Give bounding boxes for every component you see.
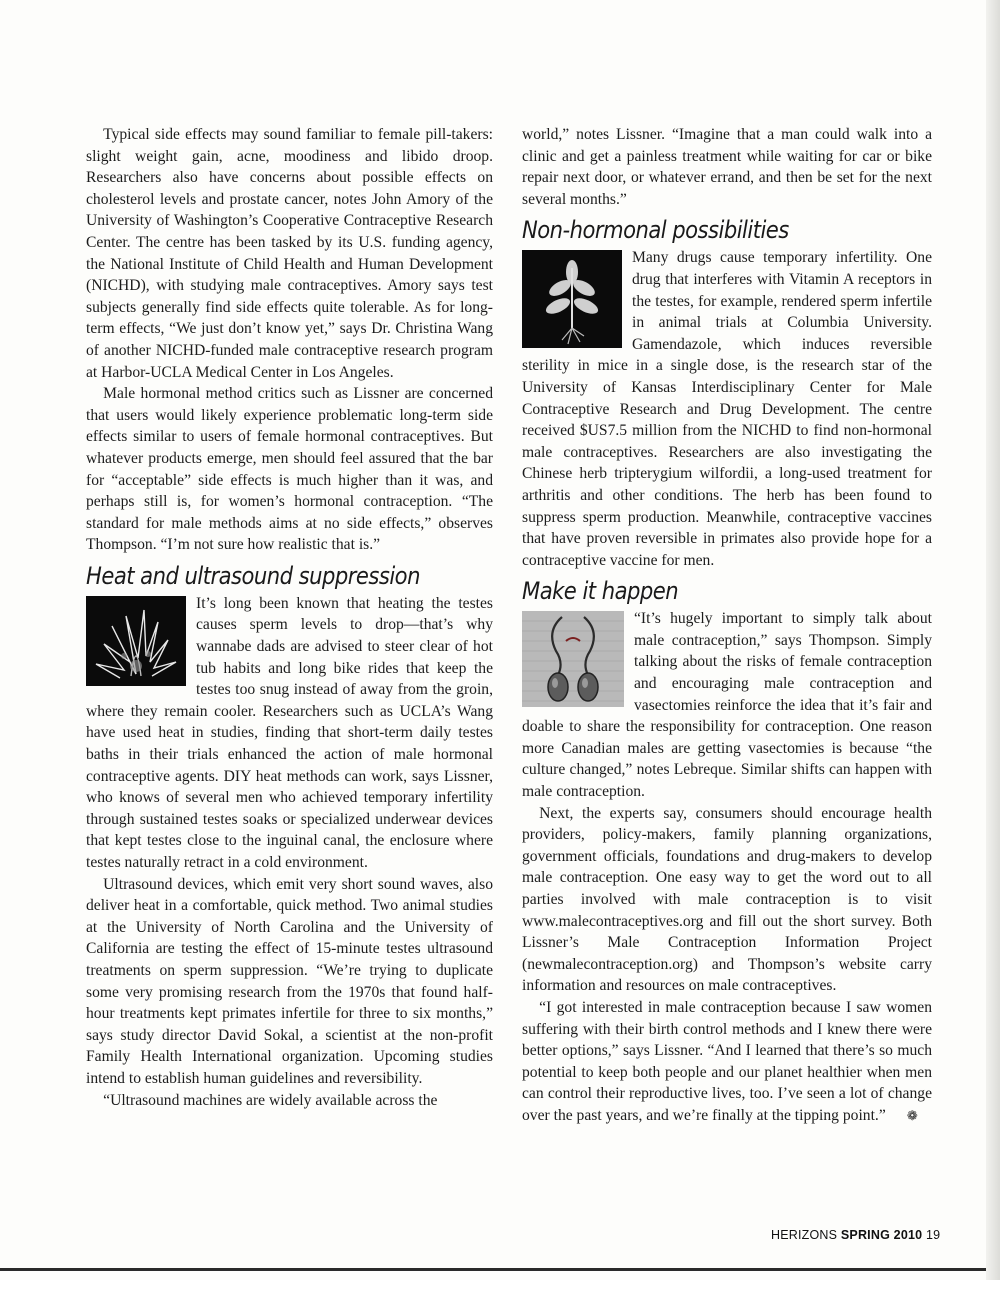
page-footer — [771, 1228, 941, 1242]
plant-illustration-icon — [522, 250, 622, 348]
section-heading-make-it-happen: Make it happen — [522, 577, 679, 606]
section-heading-heat: Heat and ultrasound suppression — [86, 561, 420, 590]
right-column — [522, 124, 932, 1127]
scan-margin — [0, 1280, 1000, 1299]
paragraph: Typical side effects may sound familiar to female pill-takers: slight weight gain, acne, moodiness and libido droop. Researchers also have concerns about possible effects on cholesterol levels and prostate cancer, notes John Amory of the University of Washington’s Cooperative Contraceptive Research Center. The centre has been tasked by its U.S. funding agency, the National Institute of Child Health and Human Development (NICHD), with studying male contraceptives. Amory says test subjects generally find side effects quite tolerable. As for long-term effects, “We just don’t know yet,” says Dr. Christina Wang of another NICHD-funded male contraceptive research program at Harbor-UCLA Medical Center in Los Angeles. — [86, 126, 493, 381]
paragraph-final-text: “I got interested in male contraception because I saw women suffering with their birth control methods and I knew there were better options,” says Lissner. “And I learned that there’s so much potential to keep both people and our planet healthier when men can control their reproductive lives, too. I’ve seen a lot of change over the past years, and we’re finally at the tipping point.” — [522, 998, 932, 1124]
paragraph: It’s long been known that heating the testes causes sperm levels to drop—that’s why wannabe dads are advised to steer clear of hot tub habits and long bike rides that keep the testes too snug instead of away from the groin, where they remain cooler. Researchers such as UCLA’s Wang have used heat in studies, finding that short-term daily testes baths in their trials enhanced the action of male hormonal contraceptive agents. DIY heat methods can work, says Lissner, who knows of several men who achieved temporary infertility through sustained testes soaks or specialized underwear devices that kept testes close to the inguinal canal, the enclosure where testes naturally retract in a cold environment. — [86, 594, 493, 871]
end-mark-icon: ❁ — [906, 1107, 918, 1123]
issue-label: SPRING 2010 — [840, 1228, 923, 1242]
paragraph: “It’s hugely important to simply talk about male contraception,” says Thompson. Simply talking about the risks of female contraception and encouraging male contraception and vasectomies reinforce the idea that it’s fair and doable to share the responsibility for contraception. One reason more Canadian males are getting vasectomies is because “the culture changed,” notes Lebreque. Similar shifts can happen with male contraception. — [522, 610, 932, 801]
paragraph: Ultrasound devices, which emit very short sound waves, also deliver heat in a comfortable, quick method. Two animal studies at the University of North Carolina and the University of California are testing the effect of 15-minute testes ultrasound treatments on sperm suppression. “We’re trying to duplicate some very promising research from the 1970s that found half-hour treatments kept primates infertile for three to six months,” says study director David Sokal, a scientist at the non-profit Family Health International organization. Upcoming studies intend to establish human guidelines and reversibility. — [86, 875, 493, 1087]
fire-illustration-icon — [86, 596, 186, 686]
scan-edge — [986, 0, 1000, 1299]
section-heading-nonhormonal: Non-hormonal possibilities — [522, 216, 789, 245]
paragraph: “Ultrasound machines are widely available across the — [103, 1091, 438, 1109]
left-column — [86, 124, 493, 1111]
paragraph: Many drugs cause temporary infertility. One drug that interferes with Vitamin A receptors in the testes, for example, rendered sperm infertile in animal trials at Columbia University. Gamendazole, which induces reversible sterility in mice in a single dose, is the research star of the University of Kansas Interdisciplinary Center for Male Contraceptive Research and Drug Development. The centre received $US7.5 million from the NICHD to find non-hormonal male contraceptives. Researchers are also investigating the Chinese herb tripterygium wilfordii, a long-used treatment for arthritis and other conditions. The herb has been found to suppress sperm production. Meanwhile, contraceptive vaccines that have proven reversible in primates also provide hope for a contraceptive vaccine for men. — [522, 249, 932, 569]
paragraph: world,” notes Lissner. “Imagine that a man could walk into a clinic and get a painless treatment while waiting for car or bike repair next door, or whatever errand, and then be set for the next several months.” — [522, 126, 932, 208]
scan-bottom-edge — [0, 1268, 986, 1271]
speech-figures-illustration-icon — [522, 611, 624, 707]
magazine-name: HERIZONS — [771, 1228, 838, 1242]
paragraph-final — [522, 997, 932, 1127]
paragraph: Male hormonal method critics such as Lissner are concerned that users would likely experience problematic long-term side effects similar to users of female hormonal contraceptives. But whatever products emerge, men should feel assured that the bar for “acceptable” side effects is much higher than it was, and perhaps still is, for women’s hormonal contraception. “The standard for male methods aims at no side effects,” observes Thompson. “I’m not sure how realistic that is.” — [86, 385, 493, 554]
paragraph: Next, the experts say, consumers should encourage health providers, policy-makers, family planning organizations, government officials, foundations and drug-makers to develop male contraception. One easy way to get the word out to all parties involved with male contraception is to visit www.malecontraceptives.org and fill out the short survey. Both Lissner’s Male Contraception Information Project (newmalecontraception.org) and Thompson’s website carry information and resources on male contraceptives. — [522, 804, 932, 995]
page-number: 19 — [925, 1228, 941, 1242]
